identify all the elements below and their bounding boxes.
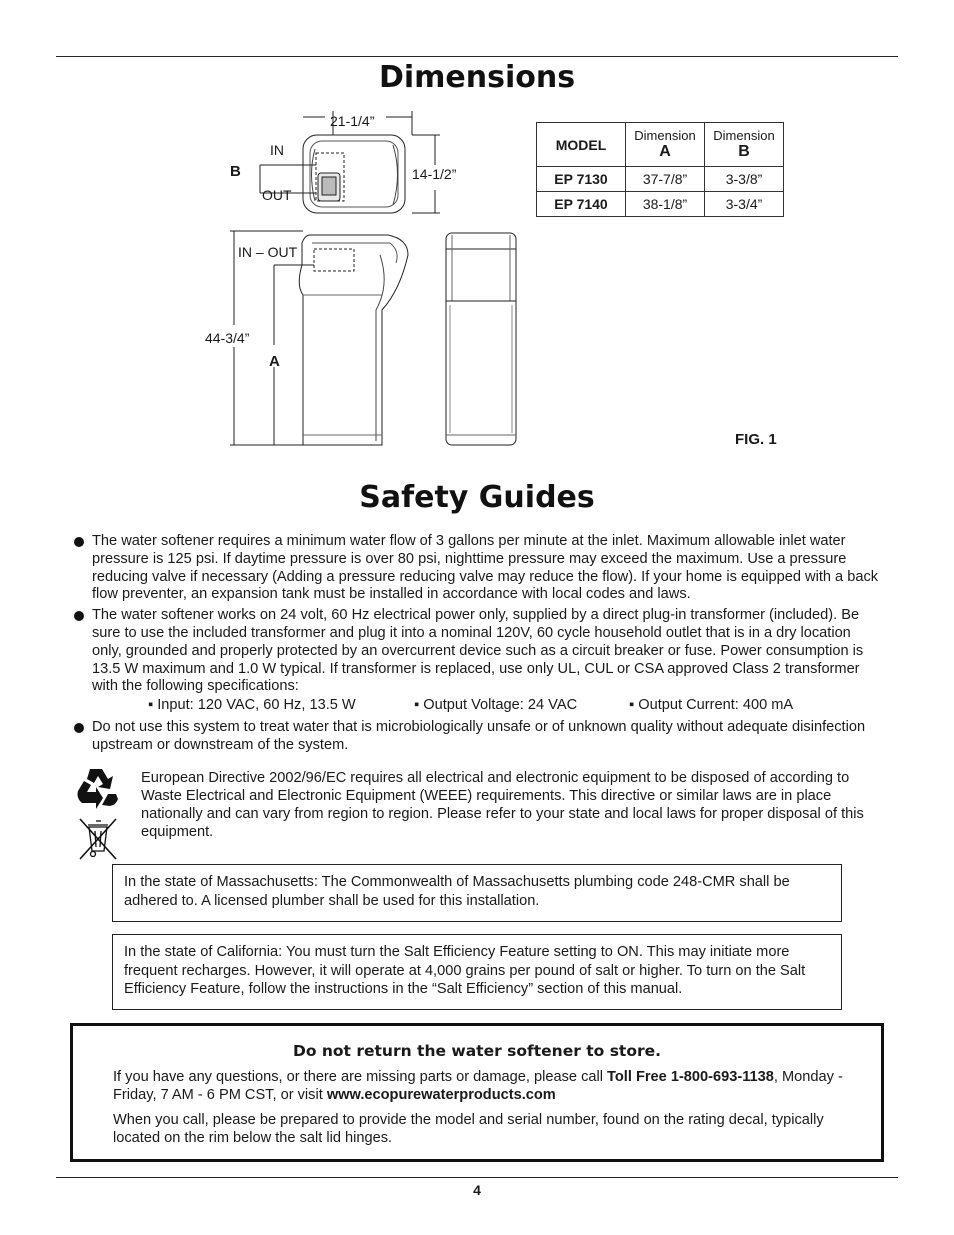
massachusetts-notice-box <box>112 864 842 922</box>
transformer-specs <box>92 697 884 716</box>
weee-bin-icon <box>78 817 118 861</box>
notice-title: Do not return the water softener to store. <box>292 1042 662 1060</box>
dim-a-cell: 38-1/8” <box>626 192 705 217</box>
notice-model-paragraph: When you call, please be prepared to provide the model and serial number, found on the rating decal, typically located on the rim below the salt lid hinges. <box>113 1112 824 1146</box>
fig-caption: FIG. 1 <box>735 431 777 448</box>
notice-contact-paragraph <box>113 1069 853 1104</box>
bullet-text: Do not use this system to treat water that is microbiologically unsafe or of unknown quality without adequate disinfection upstream or downstream of the system. <box>92 719 866 753</box>
spec-input: ▪ Input: 120 VAC, 60 Hz, 13.5 W <box>148 697 356 714</box>
weee-directive-text: European Directive 2002/96/EC requires all electrical and electronic equipment to be disposed of according to Waste Electrical and Electronic Equipment (WEEE) requirements. This directive or similar laws are in place nationally and can vary from region to region. Please refer to your state and local laws for proper disposal of this equipment. <box>141 770 864 840</box>
dim-a-cell: 37-7/8” <box>626 167 705 192</box>
width-dimension-label: 21-1/4” <box>330 113 375 129</box>
top-rule <box>56 56 898 57</box>
bullet-icon <box>74 611 84 621</box>
table-row <box>537 192 784 217</box>
contact-text: If you have any questions, or there are missing parts or damage, please call <box>113 1069 608 1085</box>
safety-bullet-list <box>72 533 884 758</box>
header-dim-a-big: A <box>659 143 671 160</box>
california-text: In the state of California: You must turn the Salt Efficiency Feature setting to ON. This may initiate more frequent recharges. However, it will operate at 4,000 grains per pound of salt or higher. To turn on the Salt Efficiency Feature, follow the instructions in the “Salt Efficiency” section of this manual. <box>124 944 806 997</box>
front-view-drawing <box>446 233 516 445</box>
list-item <box>72 719 884 755</box>
header-dim-a <box>626 123 705 167</box>
spec-output-current: ▪ Output Current: 400 mA <box>629 697 794 714</box>
header-dim-b-small: Dimension <box>713 128 775 143</box>
header-dim-b-big: B <box>738 143 750 160</box>
header-model: MODEL <box>537 123 626 167</box>
contact-hours-text: , Monday - Friday, 7 AM - 6 PM CST, or visit <box>113 1069 843 1103</box>
table-row <box>537 167 784 192</box>
bullet-text: The water softener requires a minimum water flow of 3 gallons per minute at the inlet. Maximum allowable inlet water pressure is 125 psi. If daytime pressure is over 80 psi, nighttime pressure may exceed the maximum. Use a pressure reducing valve if necessary (Adding a pressure reducing valve may reduce the flow). If your home is equipped with a back flow preventer, an expansion tank must be installed in accordance with local codes and laws. <box>92 533 879 603</box>
safety-title: Safety Guides <box>359 480 595 515</box>
b-label: B <box>230 163 241 180</box>
list-item <box>72 607 884 716</box>
model-cell: EP 7130 <box>537 167 626 192</box>
depth-dimension-label: 14-1/2” <box>412 166 457 182</box>
website-link[interactable]: www.ecopurewaterproducts.com <box>326 1086 556 1103</box>
height-dimension-label: 44-3/4” <box>205 330 250 346</box>
bullet-text: The water softener works on 24 volt, 60 Hz electrical power only, supplied by a direct plug-in transformer (included). Be sure to use the included transformer and plug it into a nominal 120V, 60 cycle household outlet that is in a dry location only, grounded and properly protected by an overcurrent device such as a circuit breaker or fuse. Power consumption is 13.5 W maximum and 1.0 W typical. If transformer is replaced, use only UL, CUL or CSA approved Class 2 transformer with the following specifications: <box>92 607 864 695</box>
bullet-icon <box>74 537 84 547</box>
a-label: A <box>269 353 280 370</box>
header-dim-a-small: Dimension <box>634 128 696 143</box>
dimensions-table <box>536 122 784 217</box>
toll-free-number: Toll Free 1-800-693-1138 <box>607 1069 774 1085</box>
dim-b-cell: 3-3/4” <box>705 192 784 217</box>
page-number: 4 <box>473 1182 481 1198</box>
out-label: OUT <box>262 187 292 203</box>
bullet-icon <box>74 723 84 733</box>
model-cell: EP 7140 <box>537 192 626 217</box>
california-notice-box <box>112 934 842 1010</box>
spec-output-voltage: ▪ Output Voltage: 24 VAC <box>414 697 578 714</box>
table-header-row <box>537 123 784 167</box>
side-view-drawing <box>230 231 408 445</box>
bottom-rule <box>56 1177 898 1178</box>
recycle-icon <box>72 765 122 813</box>
in-label: IN <box>270 142 284 158</box>
list-item <box>72 533 884 604</box>
dimensions-figure <box>190 105 530 460</box>
massachusetts-text: In the state of Massachusetts: The Commonwealth of Massachusetts plumbing code 248-CMR shall be adhered to. A licensed plumber shall be used for this installation. <box>124 874 790 909</box>
in-out-label: IN – OUT <box>238 244 298 260</box>
dimensions-title: Dimensions <box>378 60 576 95</box>
do-not-return-notice <box>70 1023 884 1162</box>
header-dim-b <box>705 123 784 167</box>
dim-b-cell: 3-3/8” <box>705 167 784 192</box>
